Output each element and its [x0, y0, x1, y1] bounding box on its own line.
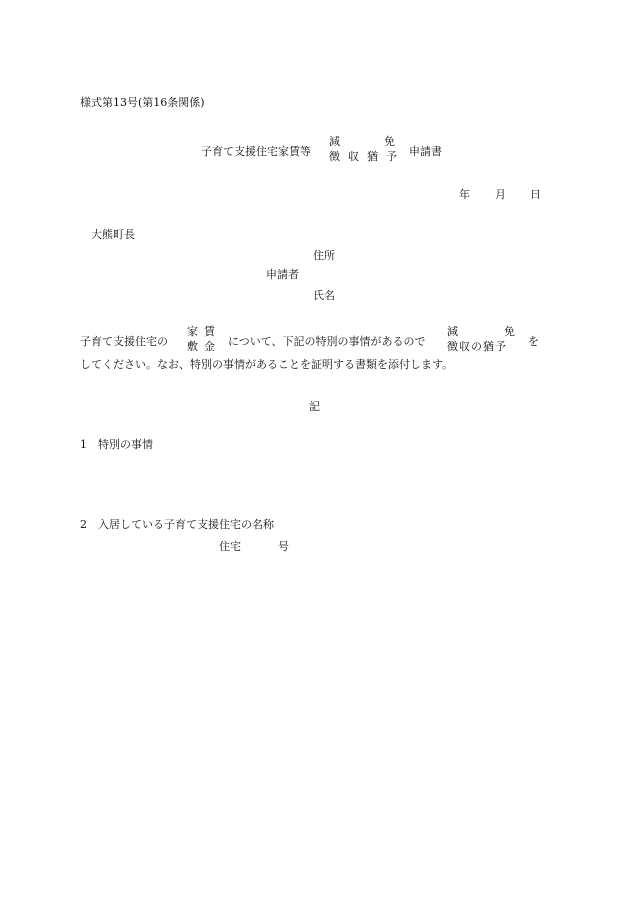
date-month: 月	[495, 188, 506, 201]
relief-option-top	[447, 326, 515, 337]
title-option-stack	[329, 136, 397, 162]
title-suffix: 申請書	[409, 145, 442, 158]
title-option-top	[329, 136, 397, 147]
applicant-label: 申請者	[266, 268, 299, 281]
relief-option-bottom	[447, 341, 515, 352]
option-char: 猶	[483, 340, 494, 353]
title-prefix: 子育て支援住宅家賃等	[201, 145, 311, 158]
rent-option-top	[187, 326, 215, 337]
body-line1-c: を	[528, 335, 539, 348]
option-char: 家	[187, 325, 198, 338]
option-char: 減	[329, 135, 340, 148]
date-day: 日	[530, 188, 541, 201]
option-char: 収	[459, 340, 470, 353]
title-option-bottom	[329, 151, 397, 162]
option-char: 減	[447, 325, 458, 338]
body-line2: してください。なお、特別の事情があることを証明する書類を添付します。	[80, 358, 454, 371]
relief-option-stack	[447, 326, 515, 352]
date-year: 年	[459, 188, 470, 201]
housing-number-label: 号	[278, 540, 289, 553]
option-char: 予	[495, 340, 506, 353]
option-char: 免	[504, 325, 515, 338]
housing-label: 住宅	[219, 540, 241, 553]
option-char: の	[471, 340, 482, 353]
form-number: 様式第13号(第16条関係)	[80, 96, 205, 109]
option-char: 予	[386, 150, 397, 163]
body-line1-a: 子育て支援住宅の	[80, 335, 168, 348]
option-char: 徴	[329, 150, 340, 163]
option-char: 猶	[367, 150, 378, 163]
option-char: 賃	[204, 325, 215, 338]
name-label: 氏名	[313, 289, 335, 302]
option-char: 徴	[447, 340, 458, 353]
addressee: 大熊町長	[91, 228, 135, 241]
rent-option-stack	[187, 326, 215, 352]
option-char: 敷	[187, 340, 198, 353]
body-line1-b: について、下記の特別の事情があるので	[228, 335, 426, 348]
option-char: 免	[384, 135, 395, 148]
option-char: 金	[204, 340, 215, 353]
item-2-housing-name: 2 入居している子育て支援住宅の名称	[80, 518, 274, 531]
rent-option-bottom	[187, 341, 215, 352]
item-1-special-circumstances: 1 特別の事情	[80, 438, 153, 451]
option-char: 収	[348, 150, 359, 163]
address-label: 住所	[313, 249, 335, 262]
ki-heading: 記	[309, 400, 320, 413]
